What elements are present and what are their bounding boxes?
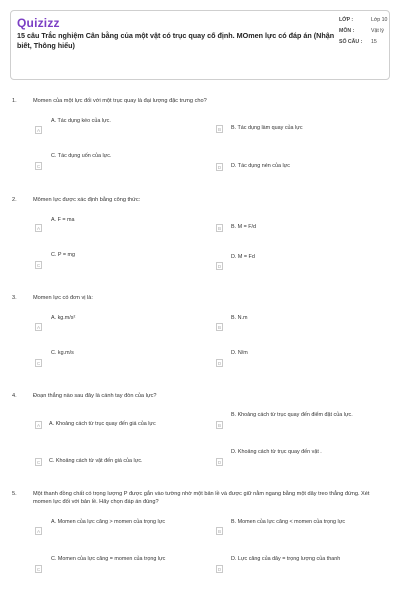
option-text: A. kg.m/s²: [51, 315, 76, 321]
option-text: D. M = Fd: [231, 254, 255, 260]
option-box[interactable]: C: [36, 360, 41, 366]
question-text: Đoạn thẳng nào sau đây là cánh tay đòn của lực?: [33, 393, 157, 399]
option-box[interactable]: A: [36, 225, 41, 231]
option-text: B. Khoảng cách từ trục quay đến điểm đặt của lực.: [231, 412, 353, 418]
option-box[interactable]: C: [36, 566, 41, 572]
question-number: 4.: [12, 393, 17, 399]
meta-value: Vật lý: [371, 28, 384, 34]
option-box[interactable]: D: [217, 566, 222, 572]
option-text: C. P = mg: [51, 252, 76, 258]
meta-label: LỚP :: [339, 17, 354, 23]
meta-value: Lớp 10: [371, 17, 388, 23]
question-text: Momen của một lực đối với một trục quay là đại lượng đặc trưng cho?: [33, 98, 207, 104]
option-text: B. Tác dụng làm quay của lực: [231, 125, 303, 131]
option-text: C. kg.m/s: [51, 350, 74, 356]
option-text: A. F = ma: [51, 217, 75, 223]
question-text: Momen lực có đơn vị là:: [33, 295, 93, 301]
option-text: C. Momen của lực căng = momen của trọng lực: [51, 556, 166, 562]
meta-subject: [339, 28, 389, 35]
option-box[interactable]: D: [217, 360, 222, 366]
option-text: D. Lực căng của dây = trọng lượng của thanh: [231, 556, 341, 562]
option-text: B. Momen của lực căng < momen của trọng lực: [231, 519, 346, 525]
option-box[interactable]: C: [36, 459, 41, 465]
option-box[interactable]: B: [217, 126, 222, 132]
worksheet-header: [10, 10, 390, 80]
option-text: D. Tác dụng nén của lực: [231, 163, 290, 169]
question-number: 2.: [12, 197, 17, 203]
worksheet-title: 15 câu Trắc nghiệm Cân bằng của một vật có trục quay cố định. MOmen lực có đáp án (Nhận biết, Thông hiểu): [17, 31, 335, 50]
question-number: 5.: [12, 491, 17, 497]
option-box[interactable]: C: [36, 262, 41, 268]
option-box[interactable]: B: [217, 225, 222, 231]
option-text: C. Khoảng cách từ vật đến giá của lực.: [49, 458, 143, 464]
option-text: A. Tác dụng kéo của lực.: [51, 118, 111, 124]
meta-count: [339, 39, 389, 46]
option-text: D. Khoảng cách từ trục quay đến vật .: [231, 449, 322, 455]
option-box[interactable]: A: [36, 528, 41, 534]
option-box[interactable]: B: [217, 422, 222, 428]
option-box[interactable]: B: [217, 324, 222, 330]
question-number: 1.: [12, 98, 17, 104]
meta-label: MÔN :: [339, 28, 355, 34]
question-text: Mômen lực được xác định bằng công thức:: [33, 197, 141, 203]
quizizz-logo: Quizizz: [17, 16, 60, 30]
option-box[interactable]: B: [217, 528, 222, 534]
worksheet-meta: [339, 17, 389, 50]
meta-label: SỐ CÂU :: [339, 39, 363, 45]
option-text: A. Momen của lực căng > momen của trọng lực: [51, 519, 166, 525]
option-box[interactable]: D: [217, 164, 222, 170]
option-box[interactable]: A: [36, 324, 41, 330]
option-box[interactable]: D: [217, 459, 222, 465]
option-box[interactable]: C: [36, 163, 41, 169]
option-box[interactable]: D: [217, 263, 222, 269]
meta-value: 15: [371, 39, 377, 45]
question-number: 3.: [12, 295, 17, 301]
option-box[interactable]: A: [36, 422, 41, 428]
question-text: Một thanh đồng chất có trọng lượng P được gắn vào tường nhờ một bản lề và được giữ nằm ngang bằng một dây treo thẳng đứng. Xét momen lực đối với bản lề. Hãy chọn đáp án đúng?: [33, 491, 370, 505]
option-text: B. N.m: [231, 315, 248, 321]
option-text: A. Khoảng cách từ trục quay đến giá của lực: [49, 421, 156, 427]
option-box[interactable]: A: [36, 127, 41, 133]
option-text: B. M = F/d: [231, 224, 257, 230]
meta-class: [339, 17, 389, 24]
option-text: C. Tác dụng uốn của lực.: [51, 153, 112, 159]
option-text: D. N/m: [231, 350, 248, 356]
